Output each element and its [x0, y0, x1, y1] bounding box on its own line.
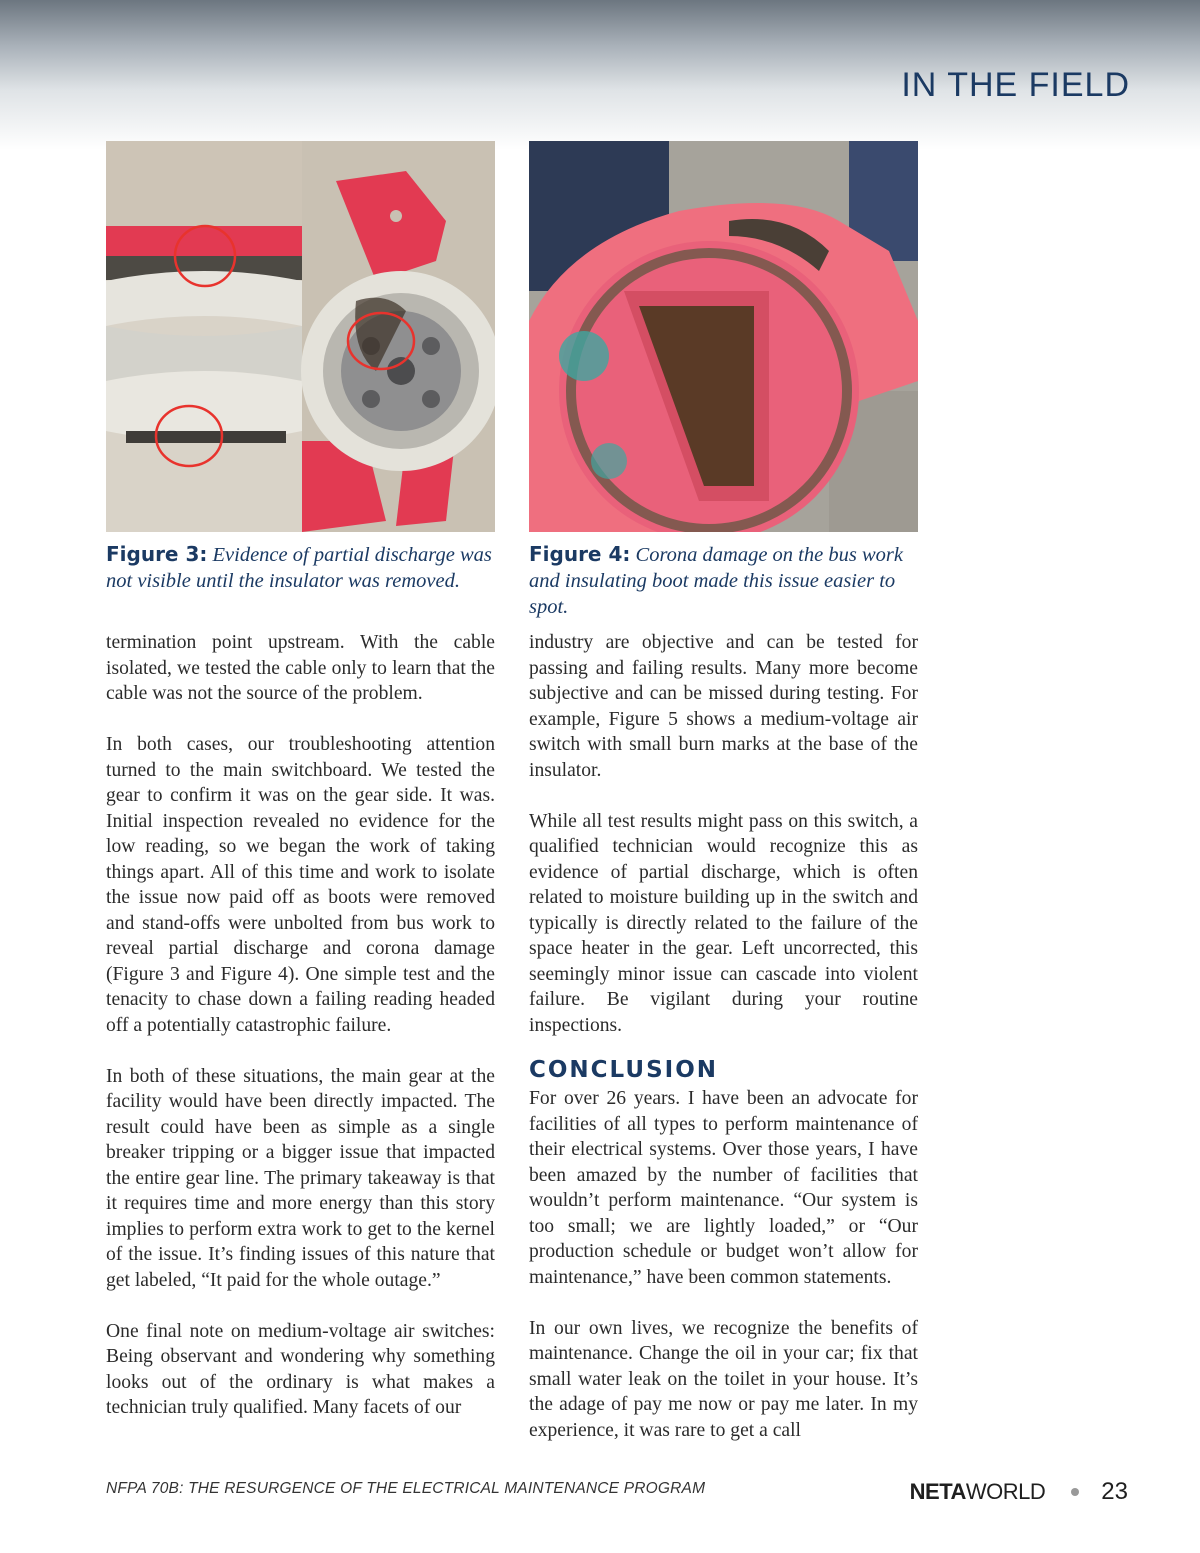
figure-3-caption [106, 541, 495, 594]
body-paragraph: In our own lives, we recognize the benefits of maintenance. Change the oil in your car; fix that small water leak on the toilet in your house. It’s the adage of pay me now or pay me later. In my experience, it was rare to get a call [529, 1317, 918, 1441]
body-paragraph: industry are objective and can be tested for passing and failing results. Many more become subjective and can be missed during testing. For example, Figure 5 shows a medium-voltage air switch with small burn marks at the base of the insulator. [529, 632, 918, 781]
footer-article-title: NFPA 70B: THE RESURGENCE OF THE ELECTRICAL MAINTENANCE PROGRAM [106, 1480, 706, 1497]
page-number: 23 [1101, 1478, 1128, 1505]
section-label: IN THE FIELD [901, 66, 1130, 104]
figure-4-photo [529, 141, 918, 532]
body-paragraph: In both of these situations, the main gear at the facility would have been directly impacted. The result could have been as simple as a single breaker tripping or a bigger issue that impacted the entire gear line. The primary takeaway is that it requires time and more energy than this story implies to perform extra work to get to the kernel of the issue. It’s finding issues of this nature that get labeled, “It paid for the whole outage.” [106, 1065, 495, 1291]
figure-4 [529, 141, 918, 620]
footer-brand [910, 1478, 1128, 1506]
figure-3-caption-text: Evidence of partial discharge was not visible until the insulator was removed. [106, 544, 492, 592]
body-paragraph: One final note on medium-voltage air switches: Being observant and wondering why something looks out of the ordinary is what makes a technician truly qualified. Many facets of our [106, 1320, 495, 1418]
brand-name-bold: NETA [909, 1479, 966, 1504]
conclusion-heading: CONCLUSION [529, 1057, 718, 1083]
left-column [106, 630, 495, 1446]
bullet-separator [1071, 1488, 1079, 1496]
figure-3 [106, 141, 495, 594]
figure-4-caption [529, 541, 918, 620]
figure-3-photo [106, 141, 495, 532]
figure-4-caption-text: Corona damage on the bus work and insulating boot made this issue easier to spot. [529, 544, 903, 618]
right-column [529, 630, 918, 1469]
body-paragraph: termination point upstream. With the cable isolated, we tested the cable only to learn that the cable was not the source of the problem. [106, 632, 495, 704]
body-paragraph: While all test results might pass on this switch, a qualified technician would recognize this as evidence of partial discharge, which is often related to moisture building up in the switch and typically is directly related to the failure of the space heater in the gear. Left uncorrected, this seemingly minor issue can cascade into violent failure. Be vigilant during your routine inspections. [529, 810, 918, 1036]
body-paragraph: For over 26 years. I have been an advocate for facilities of all types to perform maintenance of their electrical systems. Over those years, I have been amazed by the number of facilities that wouldn’t perform maintenance. “Our system is too small; we are lightly loaded,” or “Our production schedule or budget won’t allow for maintenance,” have been common statements. [529, 1088, 918, 1288]
body-paragraph: In both cases, our troubleshooting attention turned to the main switchboard. We tested the gear to confirm it was on the gear side. It was. Initial inspection revealed no evidence for the low reading, so we began the work of taking things apart. All of this time and work to isolate the issue now paid off as boots were removed and stand-offs were unbolted from bus work to reveal partial discharge and corona damage (Figure 3 and Figure 4). One simple test and the tenacity to chase down a failing reading headed off a potentially catastrophic failure. [106, 734, 495, 1036]
figure-4-label: Figure 4: [529, 542, 631, 566]
brand-name-light: WORLD [965, 1479, 1046, 1504]
figure-3-label: Figure 3: [106, 542, 208, 566]
